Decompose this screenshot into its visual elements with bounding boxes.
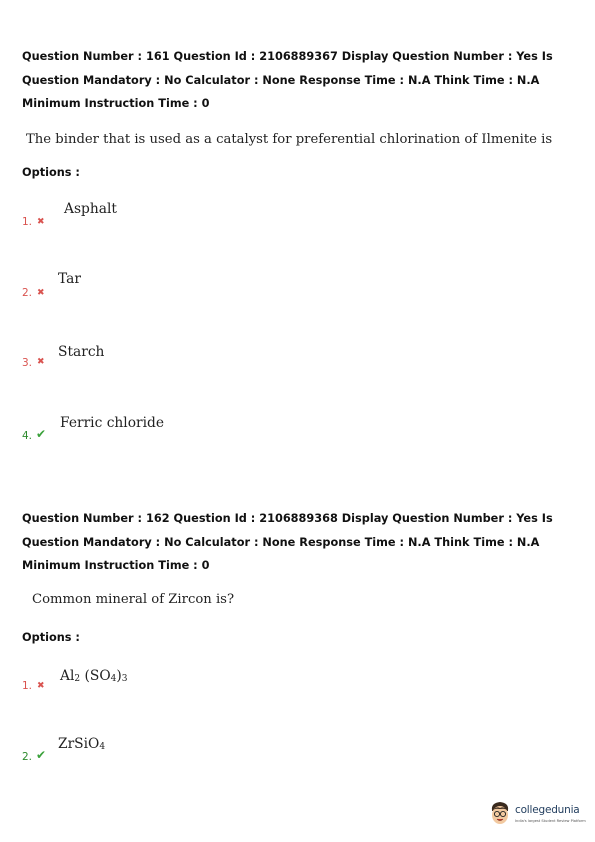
check-icon: ✔	[36, 427, 47, 441]
check-icon: ✔	[36, 748, 47, 762]
question-header: Question Number : 162 Question Id : 2106889368 Display Question Number : Yes Is Question Mandatory : No Calculator : None Response Time : N.A Think Time : N.A Minimum Instruction Time : 0	[22, 512, 553, 572]
option-text: Asphalt	[64, 201, 117, 217]
options-label: Options :	[22, 631, 80, 644]
cross-icon: ✖	[37, 357, 45, 367]
option-number: 4.	[22, 430, 33, 442]
option-text: Ferric chloride	[60, 415, 165, 431]
collegedunia-logo	[488, 800, 590, 830]
cross-icon: ✖	[37, 288, 45, 298]
option-text: Tar	[58, 271, 81, 287]
question-text: The binder that is used as a catalyst for preferential chlorination of Ilmenite is	[26, 132, 553, 147]
option-number: 1.	[22, 216, 33, 228]
option-number: 3.	[22, 357, 33, 369]
option-text: Starch	[58, 344, 105, 360]
question-text: Common mineral of Zircon is?	[32, 592, 235, 607]
logo-name: collegedunia	[515, 804, 580, 816]
option-number: 2.	[22, 751, 33, 763]
options-label: Options :	[22, 166, 80, 179]
option-number: 1.	[22, 680, 33, 692]
option-number: 2.	[22, 287, 33, 299]
cross-icon: ✖	[37, 681, 45, 691]
mascot-icon	[488, 800, 512, 828]
question-header: Question Number : 161 Question Id : 2106889367 Display Question Number : Yes Is Question Mandatory : No Calculator : None Response Time : N.A Think Time : N.A Minimum Instruction Time : 0	[22, 50, 553, 110]
cross-icon: ✖	[37, 217, 45, 227]
option-text: Al2 (SO4)3	[60, 668, 128, 684]
logo-tagline: India's largest Student Review Platform	[515, 819, 586, 823]
option-text: ZrSiO4	[58, 736, 106, 752]
